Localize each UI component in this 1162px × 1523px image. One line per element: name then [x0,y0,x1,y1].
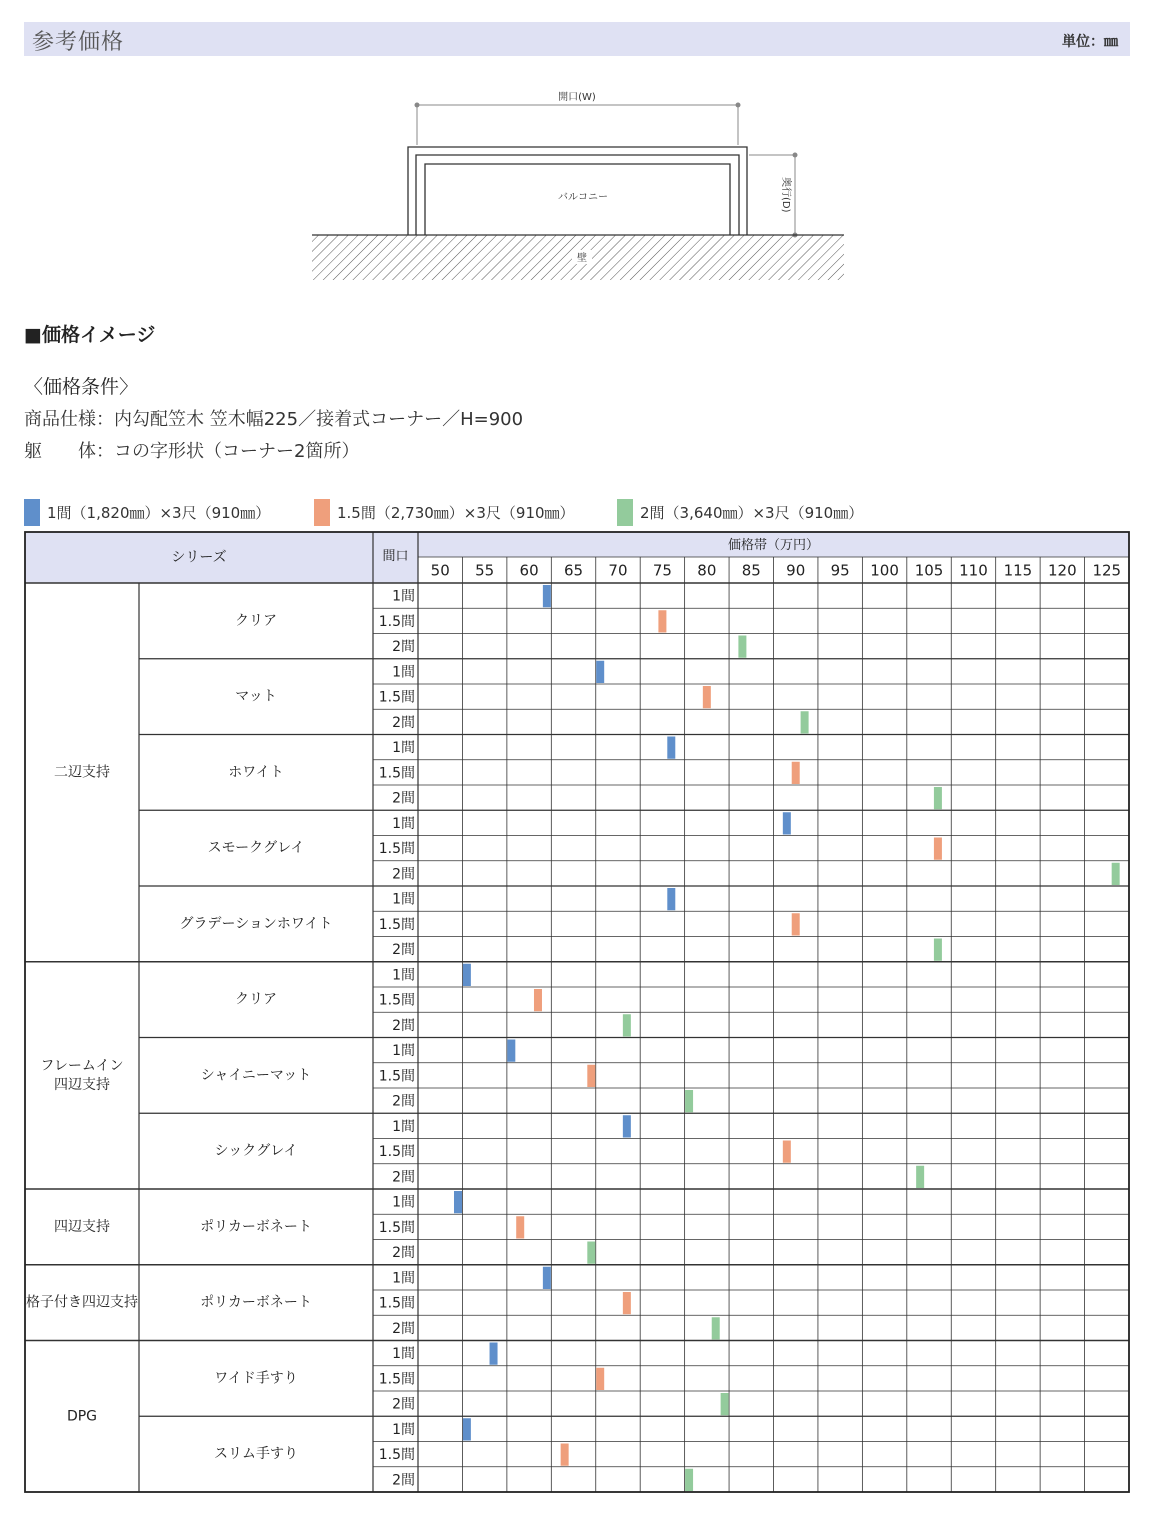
price-mark [490,1343,498,1365]
price-mark [596,661,604,683]
unit-label: 単位：㎜ [1062,34,1118,50]
price-tick-label: 75 [652,561,672,580]
price-mark [623,1115,631,1137]
width-label: 2間 [392,1396,415,1413]
price-mark [916,1166,924,1188]
legend-label: 2間（3,640㎜）×3尺（910㎜） [640,503,864,522]
price-tick-label: 105 [914,561,944,580]
price-mark [596,1368,604,1390]
product-label: クリア [235,612,277,629]
price-mark [703,686,711,708]
section-title: ■価格イメージ [24,324,156,346]
width-label: 1.5間 [378,1219,415,1236]
price-mark [534,989,542,1011]
price-mark [587,1242,595,1264]
width-label: 1.5間 [378,1068,415,1085]
width-label: 1間 [392,664,415,681]
product-label: ポリカーボネート [200,1218,312,1235]
price-mark [561,1444,569,1466]
group-label: 二辺支持 [54,764,110,781]
width-label: 2間 [392,714,415,731]
price-mark [587,1065,595,1087]
width-label: 1間 [392,1194,415,1211]
price-mark [463,964,471,986]
product-label: シャイニーマット [200,1067,312,1084]
price-mark [543,1267,551,1289]
price-mark [783,812,791,834]
price-tick-label: 70 [608,561,628,580]
price-mark [1112,863,1120,885]
price-mark [516,1216,524,1238]
width-label: 1.5間 [378,992,415,1009]
price-mark [667,737,675,759]
width-column-header: 間口 [382,549,409,564]
conditions-body-line: 躯 体：コの字形状（コーナー2箇所） [24,441,360,462]
width-label: 1.5間 [378,765,415,782]
price-tick-label: 125 [1092,561,1122,580]
group-label: フレームイン [40,1057,124,1074]
width-label: 1.5間 [378,1144,415,1161]
product-label: スリム手すり [214,1446,298,1463]
price-mark [658,610,666,632]
series-column-header: シリーズ [171,549,227,566]
price-mark [934,787,942,809]
width-label: 1間 [392,1043,415,1060]
price-mark [721,1393,729,1415]
width-label: 2間 [392,790,415,807]
price-mark [934,939,942,961]
width-label: 1間 [392,1421,415,1438]
product-label: スモークグレイ [207,840,305,857]
price-mark [463,1418,471,1440]
width-label: 1.5間 [378,841,415,858]
width-label: 1.5間 [378,1295,415,1312]
group-label: 格子付き四辺支持 [26,1294,138,1311]
width-label: 1間 [392,1118,415,1135]
conditions-spec-line: 商品仕様：内勾配笠木 笠木幅225／接着式コーナー／H=900 [24,409,524,430]
wall-label: 壁 [577,253,587,264]
width-label: 1間 [392,588,415,605]
price-mark [543,585,551,607]
page-title: 参考価格 [32,30,125,55]
price-tick-label: 90 [786,561,806,580]
width-label: 2間 [392,1169,415,1186]
price-mark [454,1191,462,1213]
price-mark [934,838,942,860]
price-tick-label: 100 [870,561,899,580]
group-label: 四辺支持 [54,1218,110,1235]
product-label: ポリカーボネート [200,1294,312,1311]
price-mark [783,1141,791,1163]
depth-label: 奥行(D) [780,177,791,213]
price-mark [507,1040,515,1062]
width-label: 1間 [392,740,415,757]
legend-label: 1間（1,820㎜）×3尺（910㎜） [47,503,271,522]
price-mark [801,711,809,733]
group-label: 四辺支持 [54,1076,110,1093]
legend-label: 1.5間（2,730㎜）×3尺（910㎜） [337,503,575,522]
product-label: ホワイト [228,764,284,781]
balcony-label: バルコニー [558,192,608,203]
width-label: 2間 [392,1320,415,1337]
group-label: DPG [66,1408,98,1425]
width-label: 1.5間 [378,916,415,933]
width-label: 1.5間 [378,1447,415,1464]
conditions-title: 〈価格条件〉 [24,376,139,398]
product-label: クリア [235,991,277,1008]
width-label: 2間 [392,639,415,656]
width-label: 1間 [392,1270,415,1287]
width-label: 2間 [392,1093,415,1110]
price-mark [738,636,746,658]
price-mark [623,1292,631,1314]
price-mark [792,913,800,935]
price-mark [685,1090,693,1112]
price-band-header: 価格帯（万円） [727,538,820,553]
price-mark [623,1014,631,1036]
width-label: 1.5間 [378,689,415,706]
price-tick-label: 115 [1003,561,1033,580]
width-label: 1間 [392,891,415,908]
width-label: 2間 [392,1017,415,1034]
price-mark [685,1469,693,1491]
width-label: 1.5間 [378,1371,415,1388]
width-label: 2間 [392,1472,415,1489]
price-tick-label: 50 [430,561,450,580]
width-label: 1.5間 [378,613,415,630]
width-label: 2間 [392,866,415,883]
width-label: 1間 [392,1346,415,1363]
price-tick-label: 80 [697,561,717,580]
price-tick-label: 65 [563,561,584,580]
product-label: シックグレイ [214,1143,298,1160]
product-label: ワイド手すり [214,1370,298,1387]
product-label: マット [235,688,277,705]
width-label: 2間 [392,942,415,959]
width-label: 開口(W) [558,92,596,103]
price-tick-label: 110 [959,561,988,580]
product-label: グラデーションホワイト [179,915,333,932]
price-tick-label: 60 [519,561,539,580]
price-tick-label: 55 [475,561,495,580]
width-label: 2間 [392,1245,415,1262]
width-label: 1間 [392,967,415,984]
price-mark [667,888,675,910]
price-tick-label: 120 [1048,561,1077,580]
price-mark [712,1317,720,1339]
price-mark [792,762,800,784]
price-tick-label: 85 [741,561,761,580]
price-tick-label: 95 [830,561,850,580]
width-label: 1間 [392,815,415,832]
